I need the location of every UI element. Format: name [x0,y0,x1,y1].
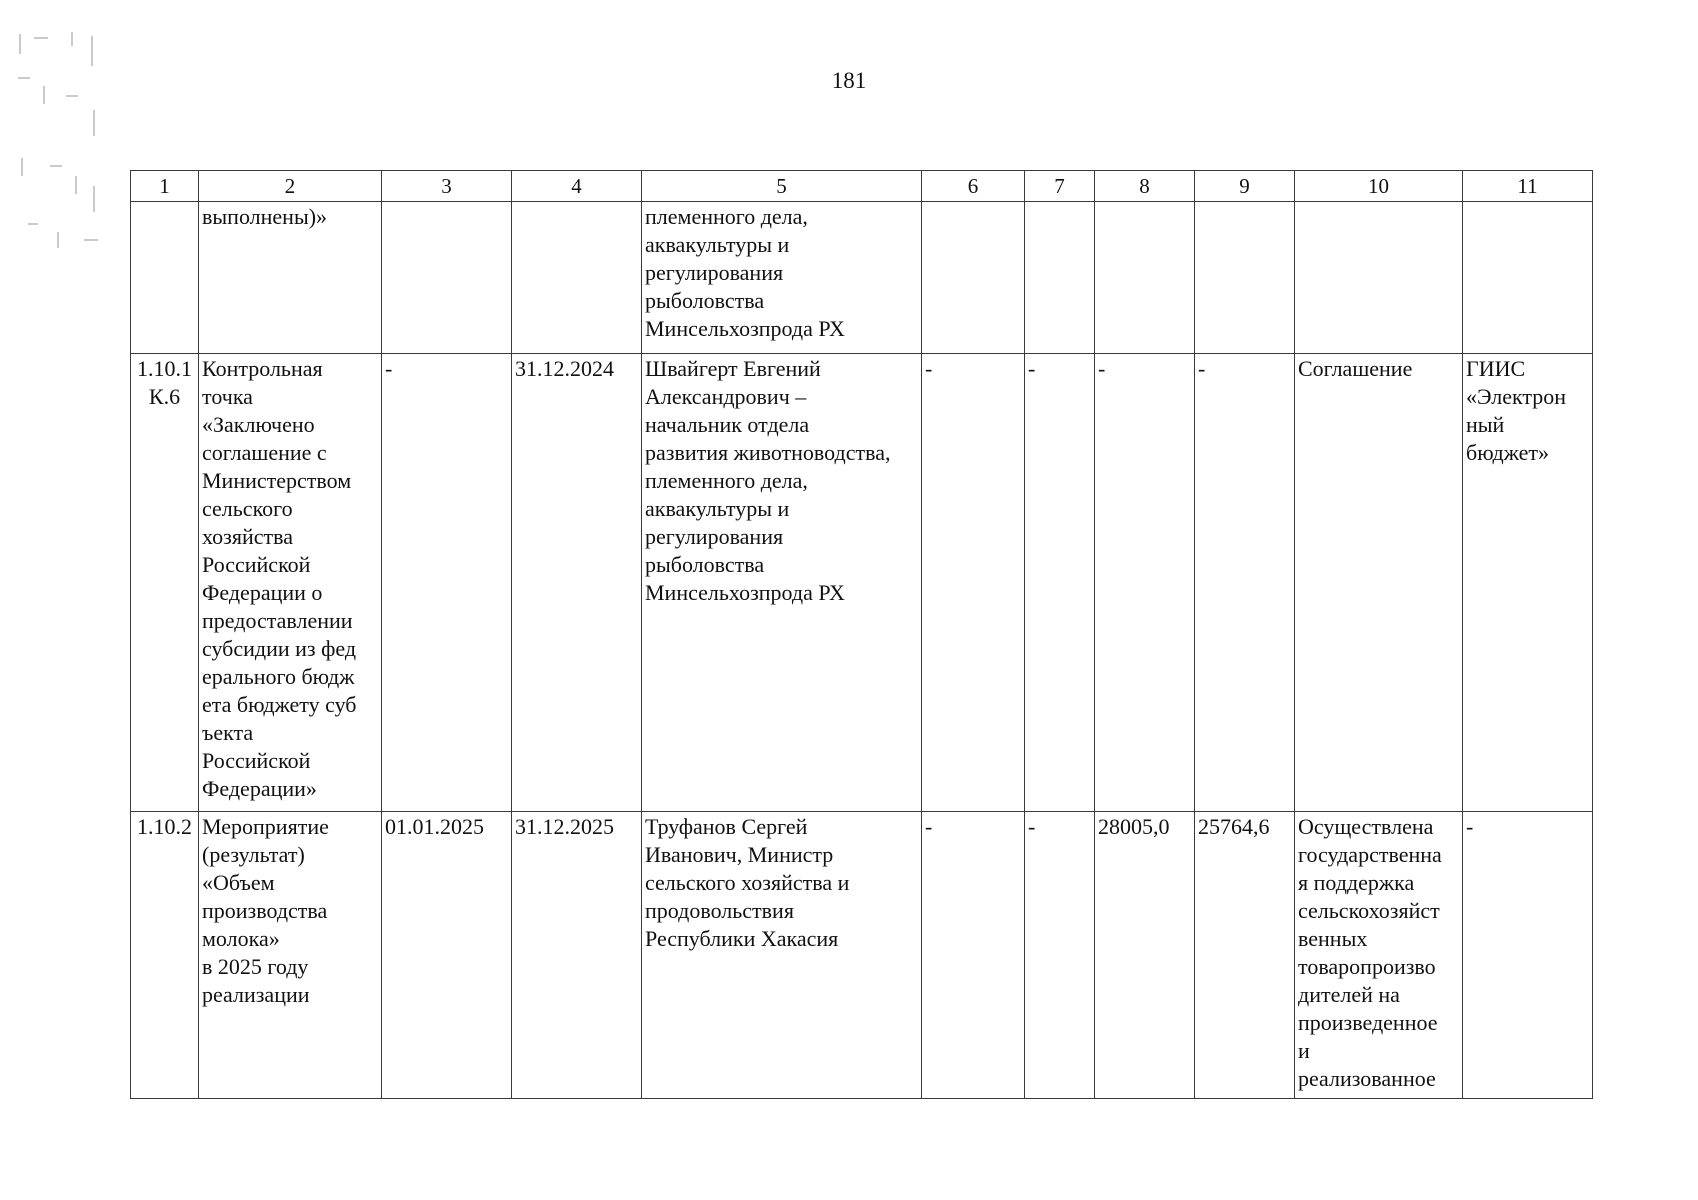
cell-text-line: - [385,356,393,381]
cell-result [1295,812,1463,1099]
cell-text-line: Российской [202,552,311,577]
cell-col6 [922,202,1025,354]
cell-text-line: племенного дела, [645,204,808,229]
cell-text-line: реализации [202,982,310,1007]
table-row [131,354,1593,812]
cell-end-date [512,354,642,812]
cell-text-line: 1.10.1 [137,356,192,381]
cell-text-line: регулирования [645,260,784,285]
cell-text-line: «Электрон [1466,384,1567,409]
cell-text-line: «Заключено [202,412,315,437]
cell-text-line: 28005,0 [1098,814,1170,839]
cell-end-date [512,812,642,1099]
cell-text-line: в 2025 году [202,954,309,979]
cell-col7 [1025,202,1095,354]
cell-text-line: Швайгерт Евгений [645,356,821,381]
cell-text-line: товаропроизво [1298,954,1436,979]
cell-text-line: развития животноводства, [645,440,891,465]
cell-text-line: регулирования [645,524,784,549]
cell-text-line: Соглашение [1298,356,1413,381]
cell-text-line: хозяйства [202,524,293,549]
cell-text-line: ета бюджету суб [202,692,357,717]
cell-end-date [512,202,642,354]
cell-number [131,812,199,1099]
cell-text-line: - [925,814,933,839]
cell-text-line: производства [202,898,328,923]
cell-text-line: сельскохозяйст [1298,898,1440,923]
cell-text-line: Минсельхозпрода РХ [645,580,845,605]
cell-text-line: Федерации о [202,580,323,605]
cell-name [199,812,382,1099]
cell-text-line: аквакультуры и [645,496,790,521]
cell-text-line: 25764,6 [1198,814,1270,839]
cell-text-line: (результат) [202,842,305,867]
cell-col9 [1195,812,1295,1099]
cell-start-date [382,812,512,1099]
cell-col7 [1025,354,1095,812]
header-cell-11: 11 [1463,171,1593,202]
cell-text-line: рыболовства [645,288,765,313]
cell-text-line: точка [202,384,253,409]
cell-text-line: соглашение с [202,440,327,465]
cell-text-line: 31.12.2025 [515,814,614,839]
cell-text-line: реализованное [1298,1066,1436,1091]
cell-text-line: Министерством [202,468,352,493]
cell-text-line: сельского [202,496,293,521]
page-number: 181 [831,68,867,93]
cell-text-line: аквакультуры и [645,232,790,257]
cell-text-line: 01.01.2025 [385,814,484,839]
cell-responsible [642,202,922,354]
cell-text-line: К.6 [148,384,181,409]
cell-system [1463,354,1593,812]
cell-col7 [1025,812,1095,1099]
cell-text-line: я поддержка [1298,870,1415,895]
cell-text-line: начальник отдела [645,412,810,437]
header-cell-3: 3 [382,171,512,202]
cell-text-line: предоставлении [202,608,353,633]
cell-text-line: венных [1298,926,1368,951]
cell-text-line: бюджет» [1466,440,1549,465]
cell-text-line: Александрович – [645,384,807,409]
cell-text-line: 1.10.2 [137,814,192,839]
cell-responsible [642,354,922,812]
cell-text-line: Мероприятие [202,814,329,839]
cell-number [131,354,199,812]
cell-text-line: государственна [1298,842,1442,867]
header-cell-9: 9 [1195,171,1295,202]
table-row [131,812,1593,1099]
cell-text-line: молока» [202,926,280,951]
cell-text-line: Российской [202,748,311,773]
cell-col8 [1095,354,1195,812]
cell-system [1463,812,1593,1099]
header-cell-5: 5 [642,171,922,202]
cell-text-line: и [1298,1038,1310,1063]
scan-edge-marks [14,26,104,256]
cell-text-line: Иванович, Министр [645,842,834,867]
cell-text-line: 31.12.2024 [515,356,614,381]
cell-col6 [922,354,1025,812]
cell-col9 [1195,202,1295,354]
cell-result [1295,202,1463,354]
cell-text-line: - [1198,356,1206,381]
cell-col9 [1195,354,1295,812]
cell-col8 [1095,202,1195,354]
cell-number [131,202,199,354]
cell-text-line: ъекта [202,720,254,745]
cell-text-line: - [925,356,933,381]
cell-text-line: Осуществлена [1298,814,1434,839]
cell-text-line: продовольствия [645,898,794,923]
cell-text-line: ерального бюдж [202,664,355,689]
cell-text-line: - [1028,814,1036,839]
table-row [131,202,1593,354]
table-header-row [131,171,1593,202]
cell-name [199,354,382,812]
cell-text-line: ный [1466,412,1505,437]
cell-text-line: дителей на [1298,982,1400,1007]
cell-col8 [1095,812,1195,1099]
document-table [130,170,1593,1099]
cell-name [199,202,382,354]
cell-text-line: Федерации» [202,776,317,801]
header-cell-2: 2 [199,171,382,202]
cell-text-line: Республики Хакасия [645,926,839,951]
cell-text-line: «Объем [202,870,275,895]
header-cell-1: 1 [131,171,199,202]
cell-start-date [382,202,512,354]
cell-col6 [922,812,1025,1099]
cell-text-line: - [1466,814,1474,839]
cell-text-line: сельского хозяйства и [645,870,850,895]
cell-text-line: - [1028,356,1036,381]
cell-start-date [382,354,512,812]
cell-text-line: Минсельхозпрода РХ [645,316,845,341]
cell-responsible [642,812,922,1099]
cell-text-line: Труфанов Сергей [645,814,808,839]
header-cell-6: 6 [922,171,1025,202]
cell-system [1463,202,1593,354]
header-cell-7: 7 [1025,171,1095,202]
cell-text-line: ГИИС [1466,356,1526,381]
cell-text-line: произведенное [1298,1010,1438,1035]
cell-text-line: выполнены)» [202,204,328,229]
cell-text-line: - [1098,356,1106,381]
header-cell-4: 4 [512,171,642,202]
header-cell-10: 10 [1295,171,1463,202]
cell-text-line: племенного дела, [645,468,808,493]
header-cell-8: 8 [1095,171,1195,202]
cell-text-line: Контрольная [202,356,323,381]
cell-text-line: рыболовства [645,552,765,577]
cell-text-line: субсидии из фед [202,636,357,661]
cell-result [1295,354,1463,812]
